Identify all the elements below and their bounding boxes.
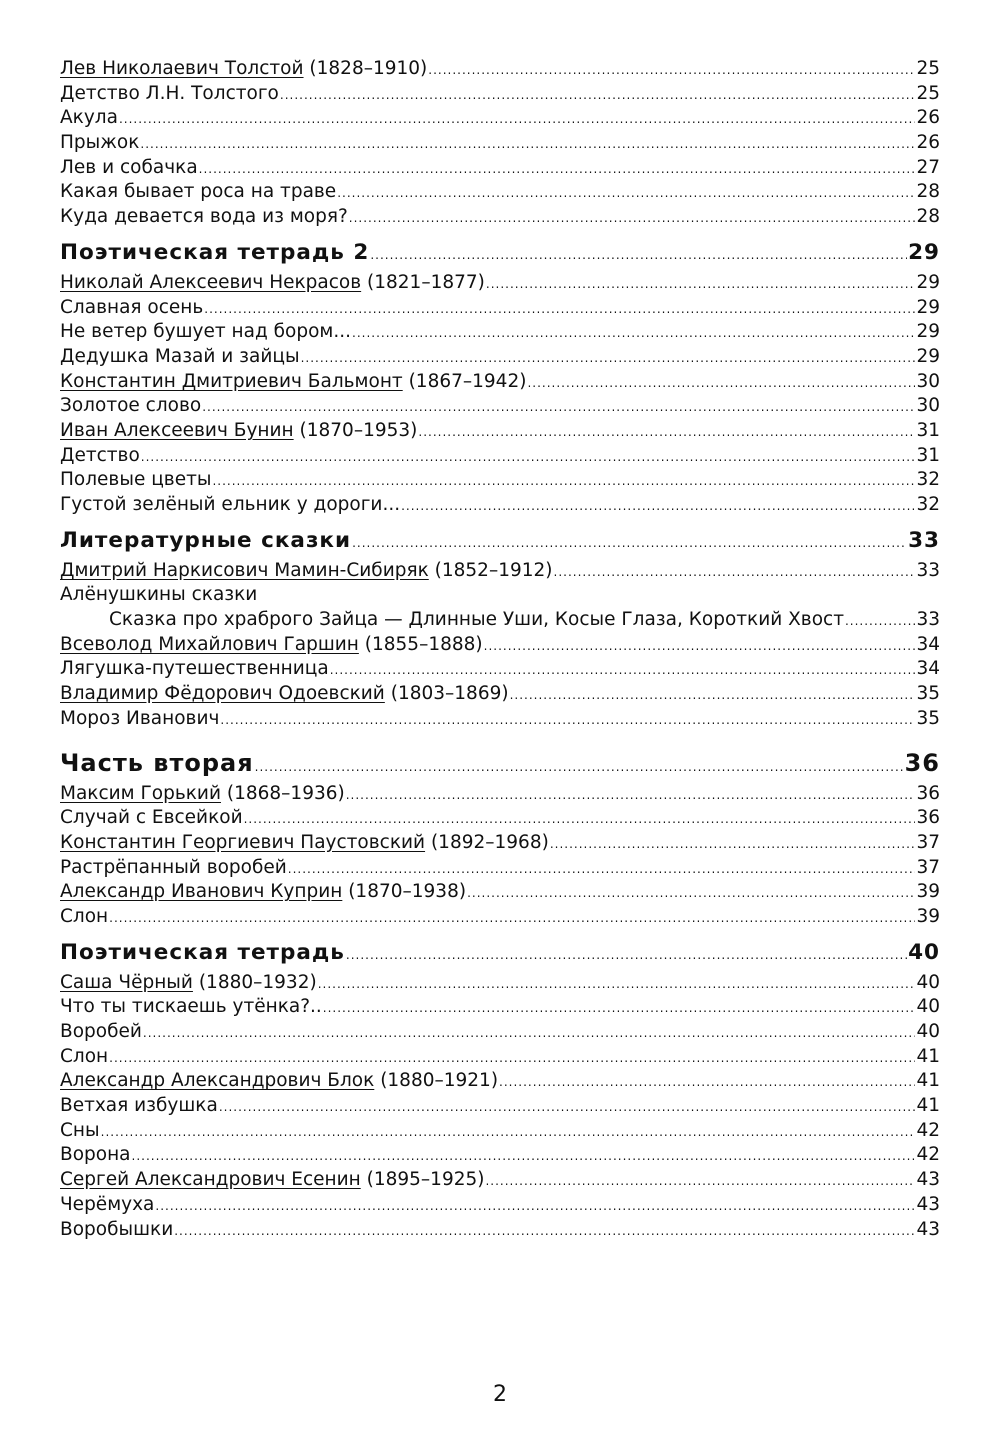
toc-author-row [60,57,940,82]
dot-leader [499,1069,915,1095]
author-years: (1880–1932) [198,971,317,993]
page-ref: 40 [916,1021,940,1042]
author-years: (1870–1938) [348,881,467,903]
item-title: Детство Л.Н. Толстого [60,82,279,104]
toc-item-row [60,1045,940,1070]
dot-leader [204,296,915,322]
toc-item-row [60,493,940,518]
toc-section-row [60,936,940,970]
author-name: Александр Александрович Блок [60,1070,375,1092]
page-ref: 39 [916,905,940,927]
section-title: Часть вторая [60,748,254,777]
page-ref: 31 [916,419,940,441]
toc-author-row [60,633,940,658]
page-ref: 41 [916,1045,940,1067]
dot-leader [199,156,916,182]
author-years: (1880–1921) [380,1070,499,1092]
page-ref: 29 [916,321,940,343]
dot-leader [510,682,916,708]
page-ref: 27 [916,156,940,178]
page-ref: 35 [916,683,940,705]
author-name: Сергей Александрович Есенин [60,1169,361,1191]
toc-label [60,559,553,584]
toc-item-row [60,1218,940,1243]
page-ref: 33 [916,559,940,581]
dot-leader [109,1045,915,1071]
dot-leader [212,468,915,494]
page-ref: 29 [916,345,940,367]
item-title: Дедушка Мазай и зайцы [60,345,300,367]
item-title: Воробышки [60,1218,174,1240]
author-name: Всеволод Михайлович Гаршин [60,633,359,655]
page-ref: 28 [916,206,940,228]
dot-leader [337,180,915,206]
dot-leader [141,444,916,470]
toc-author-row [60,831,940,856]
toc-label [60,419,417,444]
toc-item-row [60,468,940,493]
dot-leader [352,320,915,346]
page-ref: 37 [916,856,940,878]
author-name: Максим Горький [60,782,221,804]
toc-item-row [60,82,940,107]
author-years: (1895–1925) [366,1169,485,1191]
toc-item-row [60,320,940,345]
item-title: Сказка про храброго Зайца — Длинные Уши, Косые Глаза, Короткий Хвост [109,609,844,631]
toc-label [60,782,345,807]
toc-item-row [60,106,940,131]
toc-author-row [60,971,940,996]
item-title: Сны [60,1119,100,1141]
item-title: Лягушка-путешественница [60,658,329,680]
dot-leader [174,1218,915,1244]
dot-leader [301,345,916,371]
toc-label [60,633,483,658]
page-ref: 43 [916,1218,940,1240]
author-name: Николай Алексеевич Некрасов [60,271,362,293]
item-title: Слон [60,1045,109,1067]
dot-leader [219,1094,916,1120]
page-ref: 25 [916,58,940,79]
dot-leader [109,905,915,931]
item-title: Слон [60,905,109,927]
page-ref: 32 [916,469,940,491]
dot-leader [220,707,915,733]
dot-leader [119,106,916,132]
toc-group-label: Алёнушкины сказки [60,584,258,606]
dot-leader [132,1143,916,1169]
page-ref: 42 [916,1119,940,1141]
page-ref: 36 [904,748,940,777]
toc-item-row [60,1094,940,1119]
author-years: (1803–1869) [390,683,509,705]
toc-item-row [60,608,940,633]
item-title: Какая бывает роса на траве [60,181,337,203]
toc-author-row [60,1168,940,1193]
dot-leader [485,1168,915,1194]
toc-author-row [60,370,940,395]
item-title: Мороз Иванович [60,707,220,729]
toc-label [60,370,526,395]
page-ref: 33 [916,609,940,631]
page-ref: 31 [916,444,940,466]
page-ref: 25 [916,82,940,104]
item-title: Густой зелёный ельник у дороги... [60,494,401,515]
toc-item-row [60,707,940,732]
dot-leader [140,131,915,157]
page-ref: 32 [916,494,940,515]
page-ref: 26 [916,107,940,129]
page-ref: 36 [916,807,940,829]
author-name: Лев Николаевич Толстой [60,58,304,79]
dot-leader [418,419,915,445]
item-title: Славная осень [60,296,204,318]
item-title: Лев и собачка [60,156,198,178]
author-years: (1892–1968) [430,831,549,853]
page-ref: 41 [916,1095,940,1117]
author-name: Константин Георгиевич Паустовский [60,831,426,853]
page-number: 2 [493,1382,507,1407]
page-ref: 30 [916,370,940,392]
page-ref: 34 [916,633,940,655]
toc-label [60,271,485,296]
author-name: Саша Чёрный [60,971,193,993]
toc-author-row [60,782,940,807]
dot-leader [255,746,904,784]
author-name: Иван Алексеевич Бунин [60,419,294,441]
dot-leader [346,936,907,972]
dot-leader [845,608,915,634]
toc-author-row [60,559,940,584]
toc-item-row [60,1193,940,1218]
section-title: Литературные сказки [60,527,352,553]
toc-item-row [60,180,940,205]
toc-section-row [60,236,940,270]
page-ref: 29 [908,239,940,265]
item-title: Детство [60,444,140,466]
toc-label [60,971,317,996]
dot-leader [370,236,907,272]
item-title: Растрёпанный воробей [60,856,287,878]
dot-leader [330,657,916,683]
dot-leader [101,1119,916,1145]
dot-leader [401,493,915,519]
page-ref: 36 [916,782,940,804]
toc-item-row [60,345,940,370]
toc-item-row [60,657,940,682]
page-ref: 29 [916,296,940,318]
section-title: Поэтическая тетрадь [60,939,345,965]
author-years: (1821–1877) [367,271,485,293]
author-years: (1870–1953) [299,419,418,441]
toc-item-row [60,156,940,181]
author-name: Александр Иванович Куприн [60,881,343,903]
dot-leader [349,205,916,231]
toc-item-row [60,444,940,469]
item-title: Акула [60,107,118,129]
page-ref: 30 [916,395,940,417]
author-years: (1852–1912) [434,559,553,581]
dot-leader [244,806,916,832]
toc-label [60,682,509,707]
dot-leader [428,57,915,83]
item-title: Что ты тискаешь утёнка?.. [60,996,322,1018]
author-years: (1828–1910) [309,58,428,79]
page-ref: 39 [916,881,940,903]
item-title: Черёмуха [60,1193,155,1215]
toc-label [60,880,466,905]
toc-author-row [60,271,940,296]
page-ref: 43 [916,1193,940,1215]
author-name: Дмитрий Наркисович Мамин-Сибиряк [60,559,429,581]
page-ref: 40 [908,939,940,965]
item-title: Прыжок [60,132,140,154]
toc-label [60,1069,498,1094]
item-title: Золотое слово [60,395,202,417]
toc-item-row [60,131,940,156]
toc-item-row [60,905,940,930]
toc-author-row [60,419,940,444]
dot-leader [486,271,916,297]
page-ref: 37 [916,831,940,853]
toc-label [60,57,427,82]
toc-section-row [60,524,940,558]
page-ref: 29 [916,271,940,293]
toc-item-row [60,296,940,321]
dot-leader [346,782,916,808]
author-years: (1867–1942) [408,370,527,392]
toc-part-row [60,746,940,780]
page-ref: 33 [908,527,940,553]
dot-leader [352,524,907,560]
toc-item-row [60,995,940,1020]
dot-leader [323,995,916,1021]
item-title: Полевые цветы [60,469,212,491]
section-title: Поэтическая тетрадь 2 [60,239,370,265]
dot-leader [143,1020,916,1046]
page-ref: 40 [916,971,940,993]
author-years: (1868–1936) [226,782,345,804]
page-ref: 43 [916,1169,940,1191]
item-title: Воробей [60,1021,142,1042]
toc-author-row [60,682,940,707]
dot-leader [288,856,916,882]
toc-item-row [60,856,940,881]
page-ref: 26 [916,132,940,154]
page-ref: 35 [916,707,940,729]
toc-item-row [60,1143,940,1168]
dot-leader [484,633,916,659]
author-years: (1855–1888) [364,633,483,655]
toc-label [60,831,549,856]
dot-leader [280,82,916,108]
dot-leader [554,559,916,585]
page-ref: 28 [916,181,940,203]
page-ref: 41 [916,1070,940,1092]
author-name: Владимир Фёдорович Одоевский [60,683,385,705]
toc-item-row [60,205,940,230]
page-ref: 34 [916,658,940,680]
page-ref: 42 [916,1144,940,1166]
toc-item-row [60,806,940,831]
dot-leader [318,971,916,997]
toc-item-row [60,1119,940,1144]
dot-leader [550,831,916,857]
dot-leader [527,370,915,396]
dot-leader [202,394,915,420]
dot-leader [155,1193,915,1219]
page-ref: 40 [916,996,940,1018]
item-title: Не ветер бушует над бором... [60,321,352,343]
toc-label [60,1168,484,1193]
item-title: Случай с Евсейкой [60,807,243,829]
toc-item-row [60,1020,940,1045]
item-title: Ветхая избушка [60,1095,218,1117]
table-of-contents [60,57,940,1242]
toc-author-row [60,880,940,905]
toc-item-row [60,394,940,419]
item-title: Ворона [60,1144,131,1166]
toc-author-row [60,1069,940,1094]
item-title: Куда девается вода из моря? [60,206,348,228]
dot-leader [467,880,915,906]
author-name: Константин Дмитриевич Бальмонт [60,370,403,392]
